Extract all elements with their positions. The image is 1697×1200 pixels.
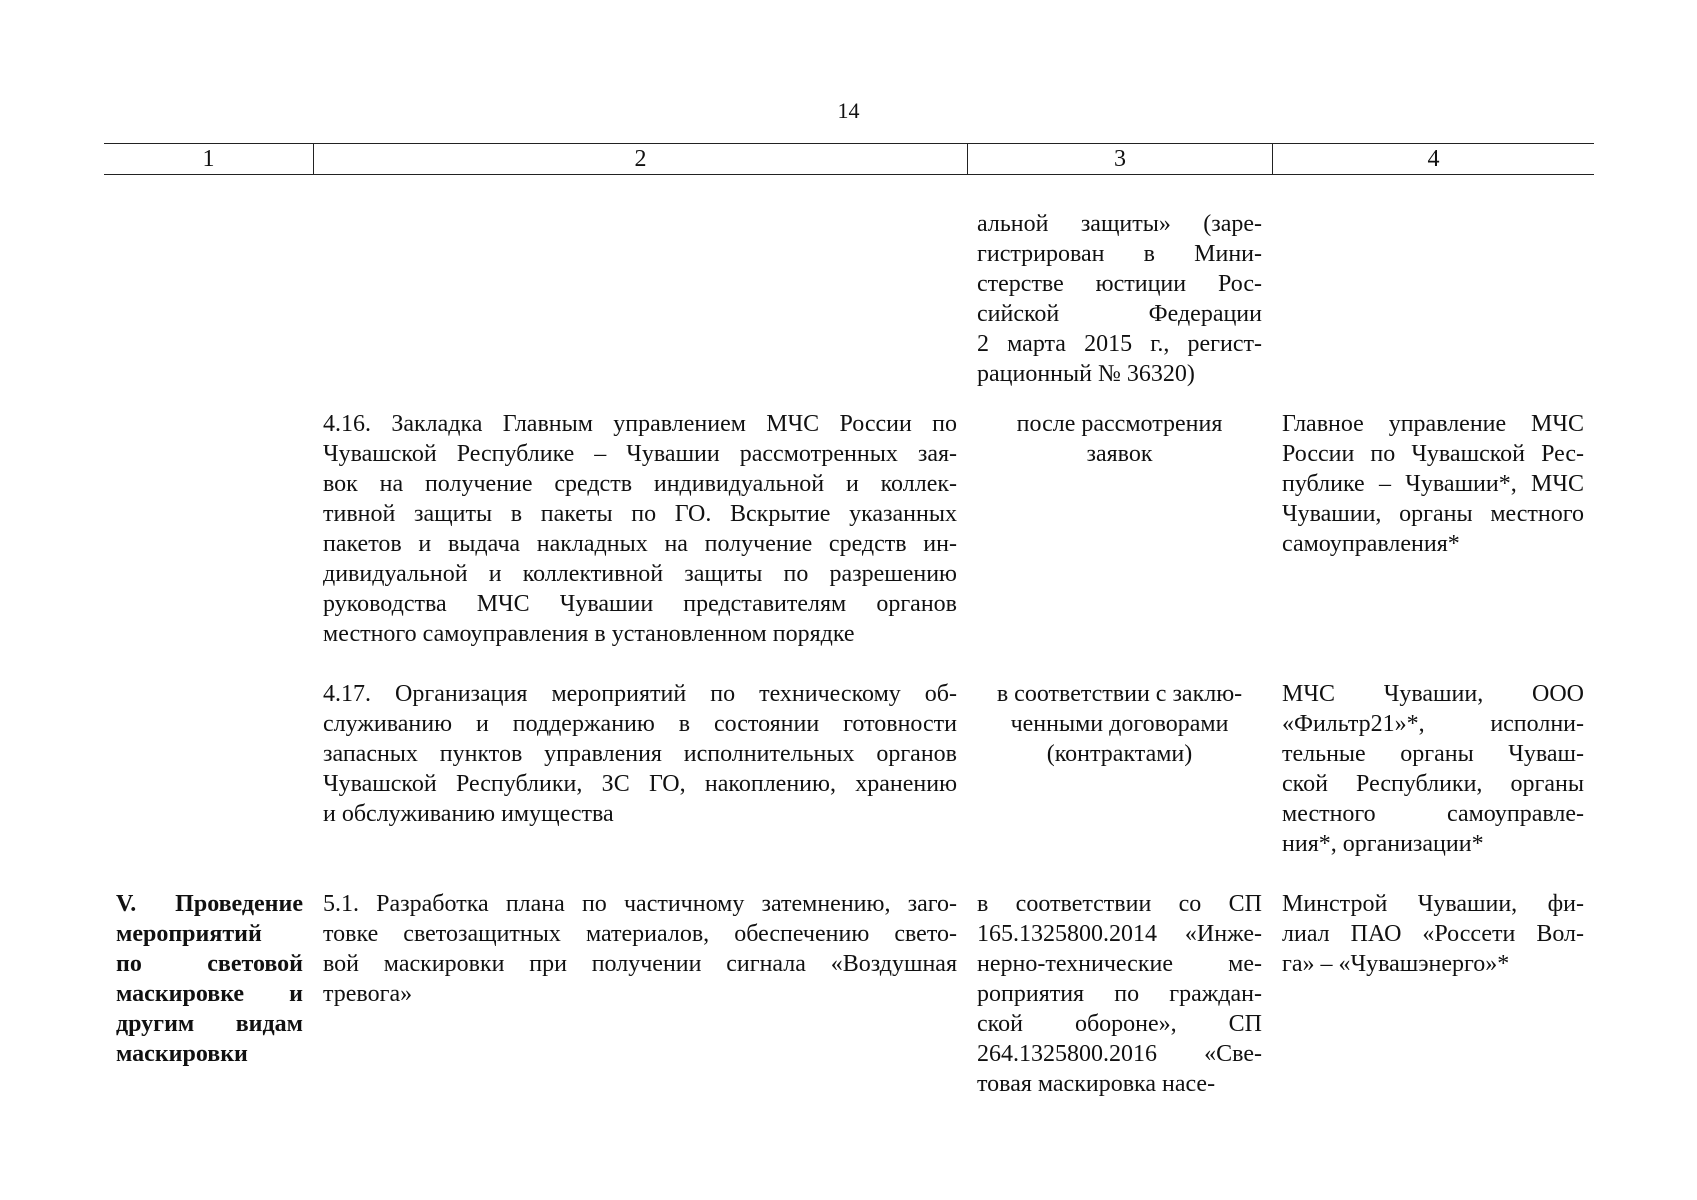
table-cell-col1 [104,209,313,409]
table-cell-col3 [967,409,1272,679]
text-line: в соответствии со СП [977,891,1262,917]
table-cell-col4 [1272,209,1594,409]
header-col-4: 4 [1272,144,1594,174]
table-cell-col4 [1272,889,1594,1119]
text-line: Главное управление МЧС [1282,411,1584,437]
header-col-1: 1 [202,146,215,172]
text-line: «Фильтр21»*, исполни- [1282,711,1584,737]
table-cell-col3 [967,679,1272,889]
text-line: сийской Федерации [977,301,1262,327]
text-line: 264.1325800.2016 «Све- [977,1041,1262,1067]
table-row [104,409,1594,679]
table-cell-col4 [1272,409,1594,679]
text-line: другим видам [116,1011,303,1037]
text-line: стерстве юстиции Рос- [977,271,1262,297]
text-line: вой маскировки при получении сигнала «Воздушная [323,951,957,977]
table-cell-col1 [104,679,313,889]
text-line: рационный № 36320) [977,361,1195,387]
text-line: V. Проведение [116,891,303,917]
text-line: маскировке и [116,981,303,1007]
text-line: тревога» [323,981,413,1007]
text-line: маскировки [116,1041,248,1067]
text-line: вок на получение средств индивидуальной и коллек- [323,471,957,497]
text-line: ской обороне», СП [977,1011,1262,1037]
text-line: местного самоуправле- [1282,801,1584,827]
text-line: 4.17. Организация мероприятий по техническому об- [323,681,957,707]
text-line: роприятия по граждан- [977,981,1262,1007]
table-cell-col2 [313,679,967,889]
text-line: лиал ПАО «Россети Вол- [1282,921,1584,947]
table-cell-col2 [313,209,967,409]
text-line: публике – Чувашии*, МЧС [1282,471,1584,497]
text-line: самоуправления* [1282,531,1460,557]
table-header-row [104,143,1594,175]
table-cell-col2 [313,409,967,679]
text-line: Чувашской Республики, ЗС ГО, накоплению, хранению [323,771,957,797]
table-cell-col2 [313,889,967,1119]
text-line: служиванию и поддержанию в состоянии готовности [323,711,957,737]
text-line: товке светозащитных материалов, обеспечению свето- [323,921,957,947]
text-line: руководства МЧС Чувашии представителям органов [323,591,957,617]
text-line: России по Чувашской Рес- [1282,441,1584,467]
text-line: местного самоуправления в установленном порядке [323,621,855,647]
table-row [104,679,1594,889]
text-line: и обслуживанию имущества [323,801,614,827]
header-col-3: 3 [967,144,1272,174]
text-line: (контрактами) [1046,741,1193,767]
text-line: тивной защиты в пакеты по ГО. Вскрытие указанных [323,501,957,527]
text-line: нерно-технические ме- [977,951,1262,977]
table-cell-col1 [104,409,313,679]
text-line: ченными договорами [1010,711,1229,737]
table-cell-col3 [967,889,1272,1119]
text-line: 4.16. Закладка Главным управлением МЧС России по [323,411,957,437]
text-line: 5.1. Разработка плана по частичному затемнению, заго- [323,891,957,917]
text-line: ской Республики, органы [1282,771,1584,797]
text-line: Минстрой Чувашии, фи- [1282,891,1584,917]
page-number: 14 [837,98,860,123]
text-line: га» – «Чувашэнерго»* [1282,951,1510,977]
text-line: запасных пунктов управления исполнительных органов [323,741,957,767]
document-table [104,143,1594,1097]
text-line: по световой [116,951,303,977]
text-line: Чувашской Республике – Чувашии рассмотренных зая- [323,441,957,467]
text-line: после рассмотрения [1016,411,1223,437]
table-row [104,209,1594,409]
table-cell-col3 [967,209,1272,409]
text-line: альной защиты» (заре- [977,211,1262,237]
text-line: 165.1325800.2014 «Инже- [977,921,1262,947]
table-cell-col1 [104,889,313,1119]
text-line: в соответствии с заклю- [996,681,1243,707]
text-line: дивидуальной и коллективной защиты по разрешению [323,561,957,587]
text-line: заявок [1086,441,1153,467]
text-line: тельные органы Чуваш- [1282,741,1584,767]
text-line: МЧС Чувашии, ООО [1282,681,1584,707]
text-line: мероприятий [116,921,262,947]
text-line: 2 марта 2015 г., регист- [977,331,1262,357]
text-line: Чувашии, органы местного [1282,501,1584,527]
text-line: гистрирован в Мини- [977,241,1262,267]
table-cell-col4 [1272,679,1594,889]
table-row [104,889,1594,1119]
text-line: пакетов и выдача накладных на получение средств ин- [323,531,957,557]
text-line: ния*, организации* [1282,831,1484,857]
header-col-2: 2 [313,144,967,174]
text-line: товая маскировка насе- [977,1071,1216,1097]
